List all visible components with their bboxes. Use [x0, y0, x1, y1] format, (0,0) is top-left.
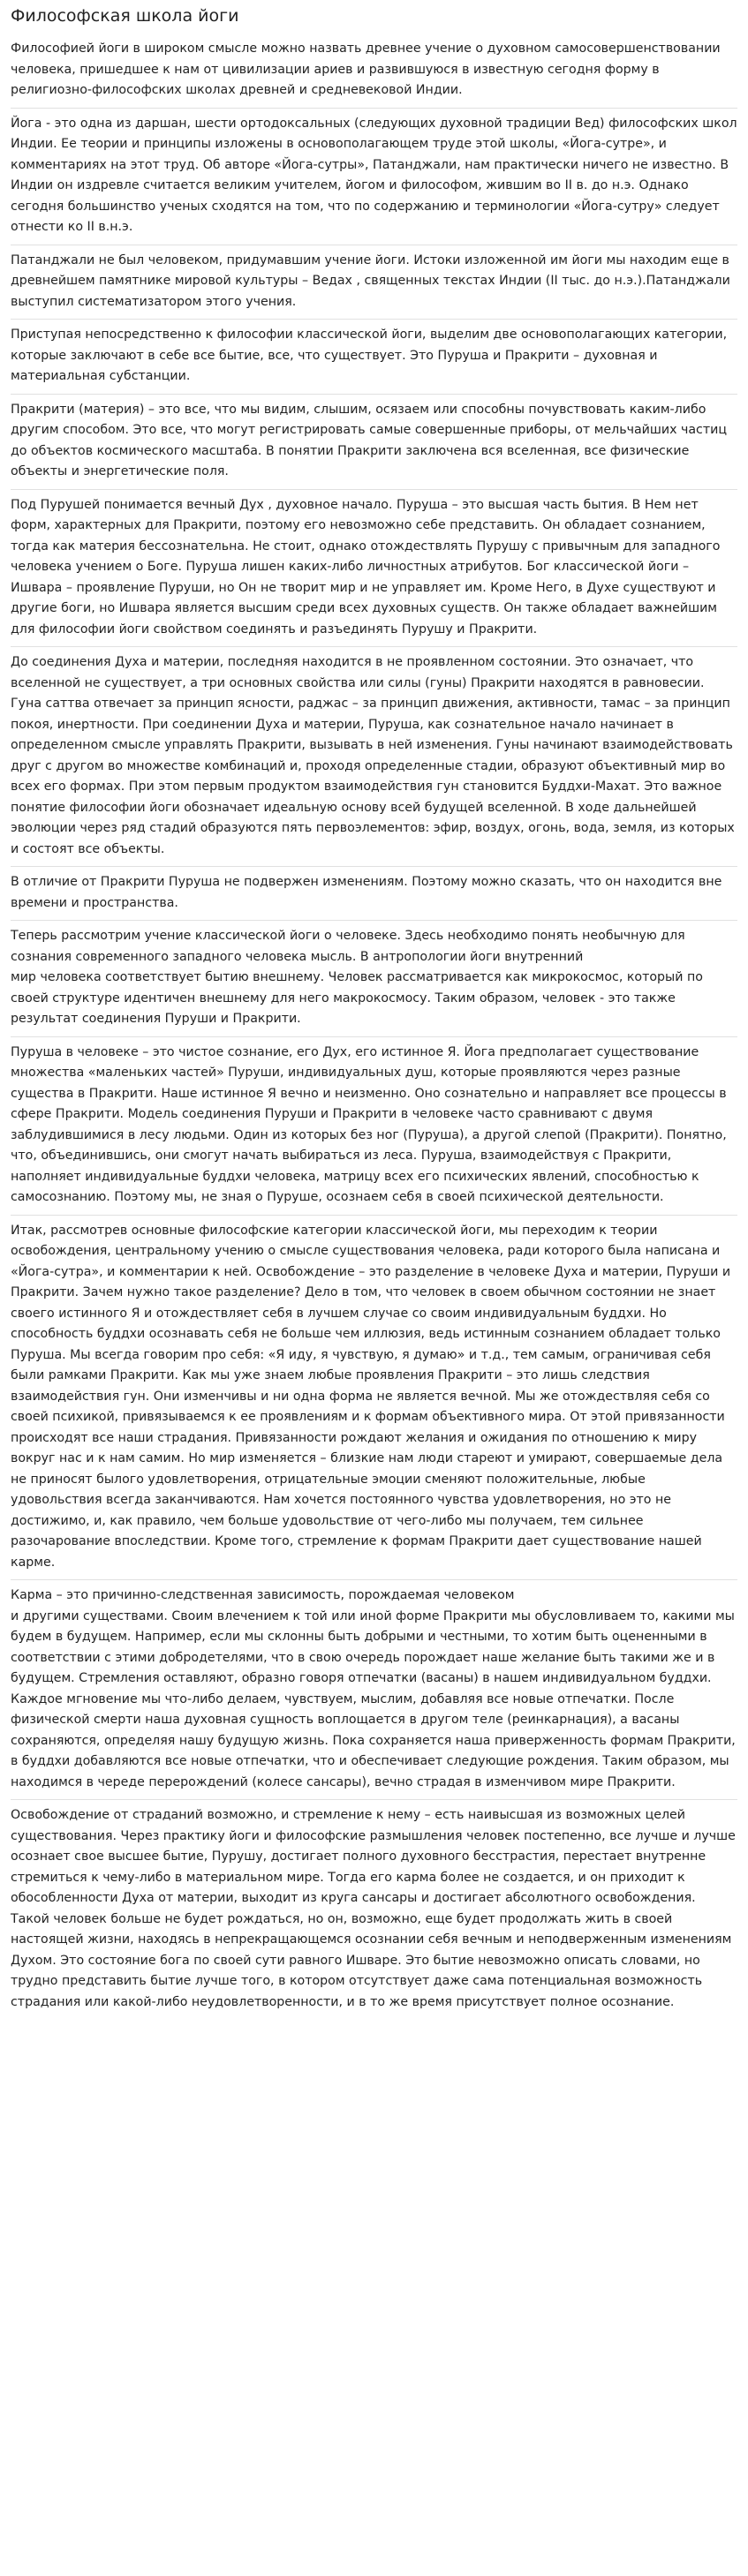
- paragraph-karma: Карма – это причинно-следственная зависимость, порождаемая человеком и другими существами. Своим влечением к той или иной форме Пракрити мы обусловливаем то, какими мы будем в будущем. Например, если мы склонны быть добрыми и честными, то хотим быть оцененными в соответствии с этими добродетелями, что в свою очередь порождает наше желание быть такими же и в будущем. Стремления оставляют, образно говоря отпечатки (васаны) в нашем индивидуальном буддхи. Каждое мгновение мы что-либо делаем, чувствуем, мыслим, добавляя все новые отпечатки. После физической смерти наша духовная сущность воплощается в другом теле (реинкарнация), а васаны сохраняются, определяя нашу будущую жизнь. Пока сохраняется наша приверженность формам Пракрити, в буддхи добавляются все новые отпечатки, что и обеспечивает следующие рождения. Таким образом, мы находимся в череде перерождений (колесе сансары), вечно страдая в изменчивом мире Пракрити.: [11, 1586, 737, 1800]
- paragraph-purusha: Под Пурушей понимается вечный Дух , духовное начало. Пуруша – это высшая часть бытия. В Нем нет форм, характерных для Пракрити, поэтому его невозможно себе представить. Он обладает сознанием, тогда как материя бессознательна. Не стоит, однако отождествлять Пурушу с привычным для западного человека учением о Боге. Пуруша лишен каких-либо личностных атрибутов. Бог классической йоги – Ишвара – проявление Пуруши, но Он не творит мир и не управляет им. Кроме Него, в Духе существуют и другие боги, но Ишвара является высшим среди всех духовных существ. Он также обладает важнейшим для философии йоги свойством соединять и разъединять Пурушу и Пракрити.: [11, 495, 737, 648]
- paragraph-patanjali: Патанджали не был человеком, придумавшим учение йоги. Истоки изложенной им йоги мы находим еще в древнейшем памятнике мировой культуры – Ведах , священных текстах Индии (II тыс. до н.э.).Патанджали выступил систематизатором этого учения.: [11, 251, 737, 320]
- paragraph-categories: Приступая непосредственно к философии классической йоги, выделим две основополагающих категории, которые заключают в себе все бытие, все, что существует. Это Пуруша и Пракрити – духовная и материальная субстанции.: [11, 325, 737, 395]
- paragraph-true-self: Пуруша в человеке – это чистое сознание, его Дух, его истинное Я. Йога предполагает существование множества «маленьких частей» Пуруши, индивидуальных душ, которые проявляются через разные существа в Пракрити. Наше истинное Я вечно и неизменно. Оно сознательно и направляет все процессы в сфере Пракрити. Модель соединения Пуруши и Пракрити в человеке часто сравнивают с двумя заблудившимися в лесу людьми. Один из которых без ног (Пуруша), а другой слепой (Пракрити). Понятно, что, объединившись, они смогут начать выбираться из леса. Пуруша, взаимодействуя с Пракрити, наполняет индивидуальные буддхи человека, матрицу всех его психических явлений, способностью к самосознанию. Поэтому мы, не зная о Пуруше, осознаем себя в своей психической деятельности.: [11, 1043, 737, 1216]
- paragraph-microcosm: Теперь рассмотрим учение классической йоги о человеке. Здесь необходимо понять необычную для сознания современного западного человека мысль. В антропологии йоги внутренний мир человека соответствует бытию внешнему. Человек рассматривается как микрокосмос, который по своей структуре идентичен внешнему для него макрокосмосу. Таким образом, человек - это также результат соединения Пуруши и Пракрити.: [11, 926, 737, 1037]
- paragraph-liberation: Итак, рассмотрев основные философские категории классической йоги, мы переходим к теории освобождения, центральному учению о смысле существования человека, ради которого была написана и «Йога-сутра», и комментарии к ней. Освобождение – это разделение в человеке Духа и материи, Пуруши и Пракрити. Зачем нужно такое разделение? Дело в том, что человек в своем обычном состоянии не знает своего истинного Я и отождествляет себя в лучшем случае со своим индивидуальным буддхи. Но способность буддхи осознавать себя не больше чем иллюзия, ведь истинным сознанием обладает только Пуруша. Мы всегда говорим про себя: «Я иду, я чувствую, я думаю» и т.д., тем самым, ограничивая себя были рамками Пракрити. Как мы уже знаем любые проявления Пракрити – это лишь следствия взаимодействия гун. Они изменчивы и ни одна форма не является вечной. Мы же отождествляя себя со своей психикой, привязываемся к ее проявлениям и к формам объективного мира. От этой привязанности происходят все наши страдания. Привязанности рождают желания и ожидания по отношению к миру вокруг нас и к нам самим. Но мир изменяется – близкие нам люди стареют и умирают, совершаемые дела не приносят былого удовлетворения, отрицательные эмоции сменяют положительные, любые удовольствия всегда заканчиваются. Нам хочется постоянного чувства удовлетворения, но это не достижимо, и, как правило, чем больше удовольствие от чего-либо мы получаем, тем сильнее разочарование впоследствии. Кроме того, стремление к формам Пракрити дает существование нашей карме.: [11, 1221, 737, 1581]
- paragraph-yoga-darshana: Йога - это одна из даршан, шести ортодоксальных (следующих духовной традиции Вед) философских школ Индии. Ее теории и принципы изложены в основополагающем труде этой школы, «Йога-сутре», и комментариях на этот труд. Об авторе «Йога-сутры», Патанджали, нам практически ничего не известно. В Индии он издревле считается великим учителем, йогом и философом, жившим во II в. до н.э. Однако сегодня большинство ученых сходятся на том, что по содержанию и терминологии «Йога-сутру» следует отнести ко II в.н.э.: [11, 114, 737, 245]
- paragraph-unchanging: В отличие от Пракрити Пуруша не подвержен изменениям. Поэтому можно сказать, что он находится вне времени и пространства.: [11, 872, 737, 921]
- paragraph-gunas: До соединения Духа и материи, последняя находится в не проявленном состоянии. Это означает, что вселенной не существует, а три основных свойства или силы (гуны) Пракрити находятся в равновесии. Гуна саттва отвечает за принцип ясности, раджас – за принцип движения, активности, тамас – за принцип покоя, инертности. При соединении Духа и материи, Пуруша, как сознательное начало начинает в определенном смысле управлять Пракрити, вызывать в ней изменения. Гуны начинают взаимодействовать друг с другом во множестве комбинаций и, проходя определенные стадии, образуют объективный мир во всех его формах. При этом первым продуктом взаимодействия гун становится Буддхи-Махат. Это важное понятие философии йоги обозначает идеальную основу всей будущей вселенной. В ходе дальнейшей эволюции через ряд стадий образуются пять первоэлементов: эфир, воздух, огонь, вода, земля, из которых и состоят все объекты.: [11, 652, 737, 867]
- paragraph-intro: Философией йоги в широком смысле можно назвать древнее учение о духовном самосовершенствовании человека, пришедшее к нам от цивилизации ариев и развившуюся в известную сегодня форму в религиозно-философских школах древней и средневековой Индии.: [11, 39, 737, 109]
- paragraph-prakriti: Пракрити (материя) – это все, что мы видим, слышим, осязаем или способны почувствовать каким-либо другим способом. Это все, что могут регистрировать самые совершенные приборы, от мельчайших частиц до объектов космического масштаба. В понятии Пракрити заключена вся вселенная, все физические объекты и энергетические поля.: [11, 400, 737, 490]
- article-title: Философская школа йоги: [11, 6, 239, 26]
- paragraph-freedom: Освобождение от страданий возможно, и стремление к нему – есть наивысшая из возможных целей существования. Через практику йоги и философские размышления человек постепенно, все лучше и лучше осознает свое высшее бытие, Пурушу, достигает полного духовного бесстрастия, перестает внутренне стремиться к чему-либо в материальном мире. Тогда его карма более не создается, и он приходит к обособленности Духа от материи, выходит из круга сансары и достигает абсолютного освобождения. Такой человек больше не будет рождаться, но он, возможно, еще будет продолжать жить в своей настоящей жизни, находясь в непрекращающемся осознании себя вечным и неподверженным изменениям Духом. Это состояние бога по своей сути равного Ишваре. Это бытие невозможно описать словами, но трудно представить бытие лучше того, в котором отсутствует даже сама потенциальная возможность страдания или какой-либо неудовлетворенности, и в то же время присутствует полное осознание.: [11, 1808, 736, 2009]
